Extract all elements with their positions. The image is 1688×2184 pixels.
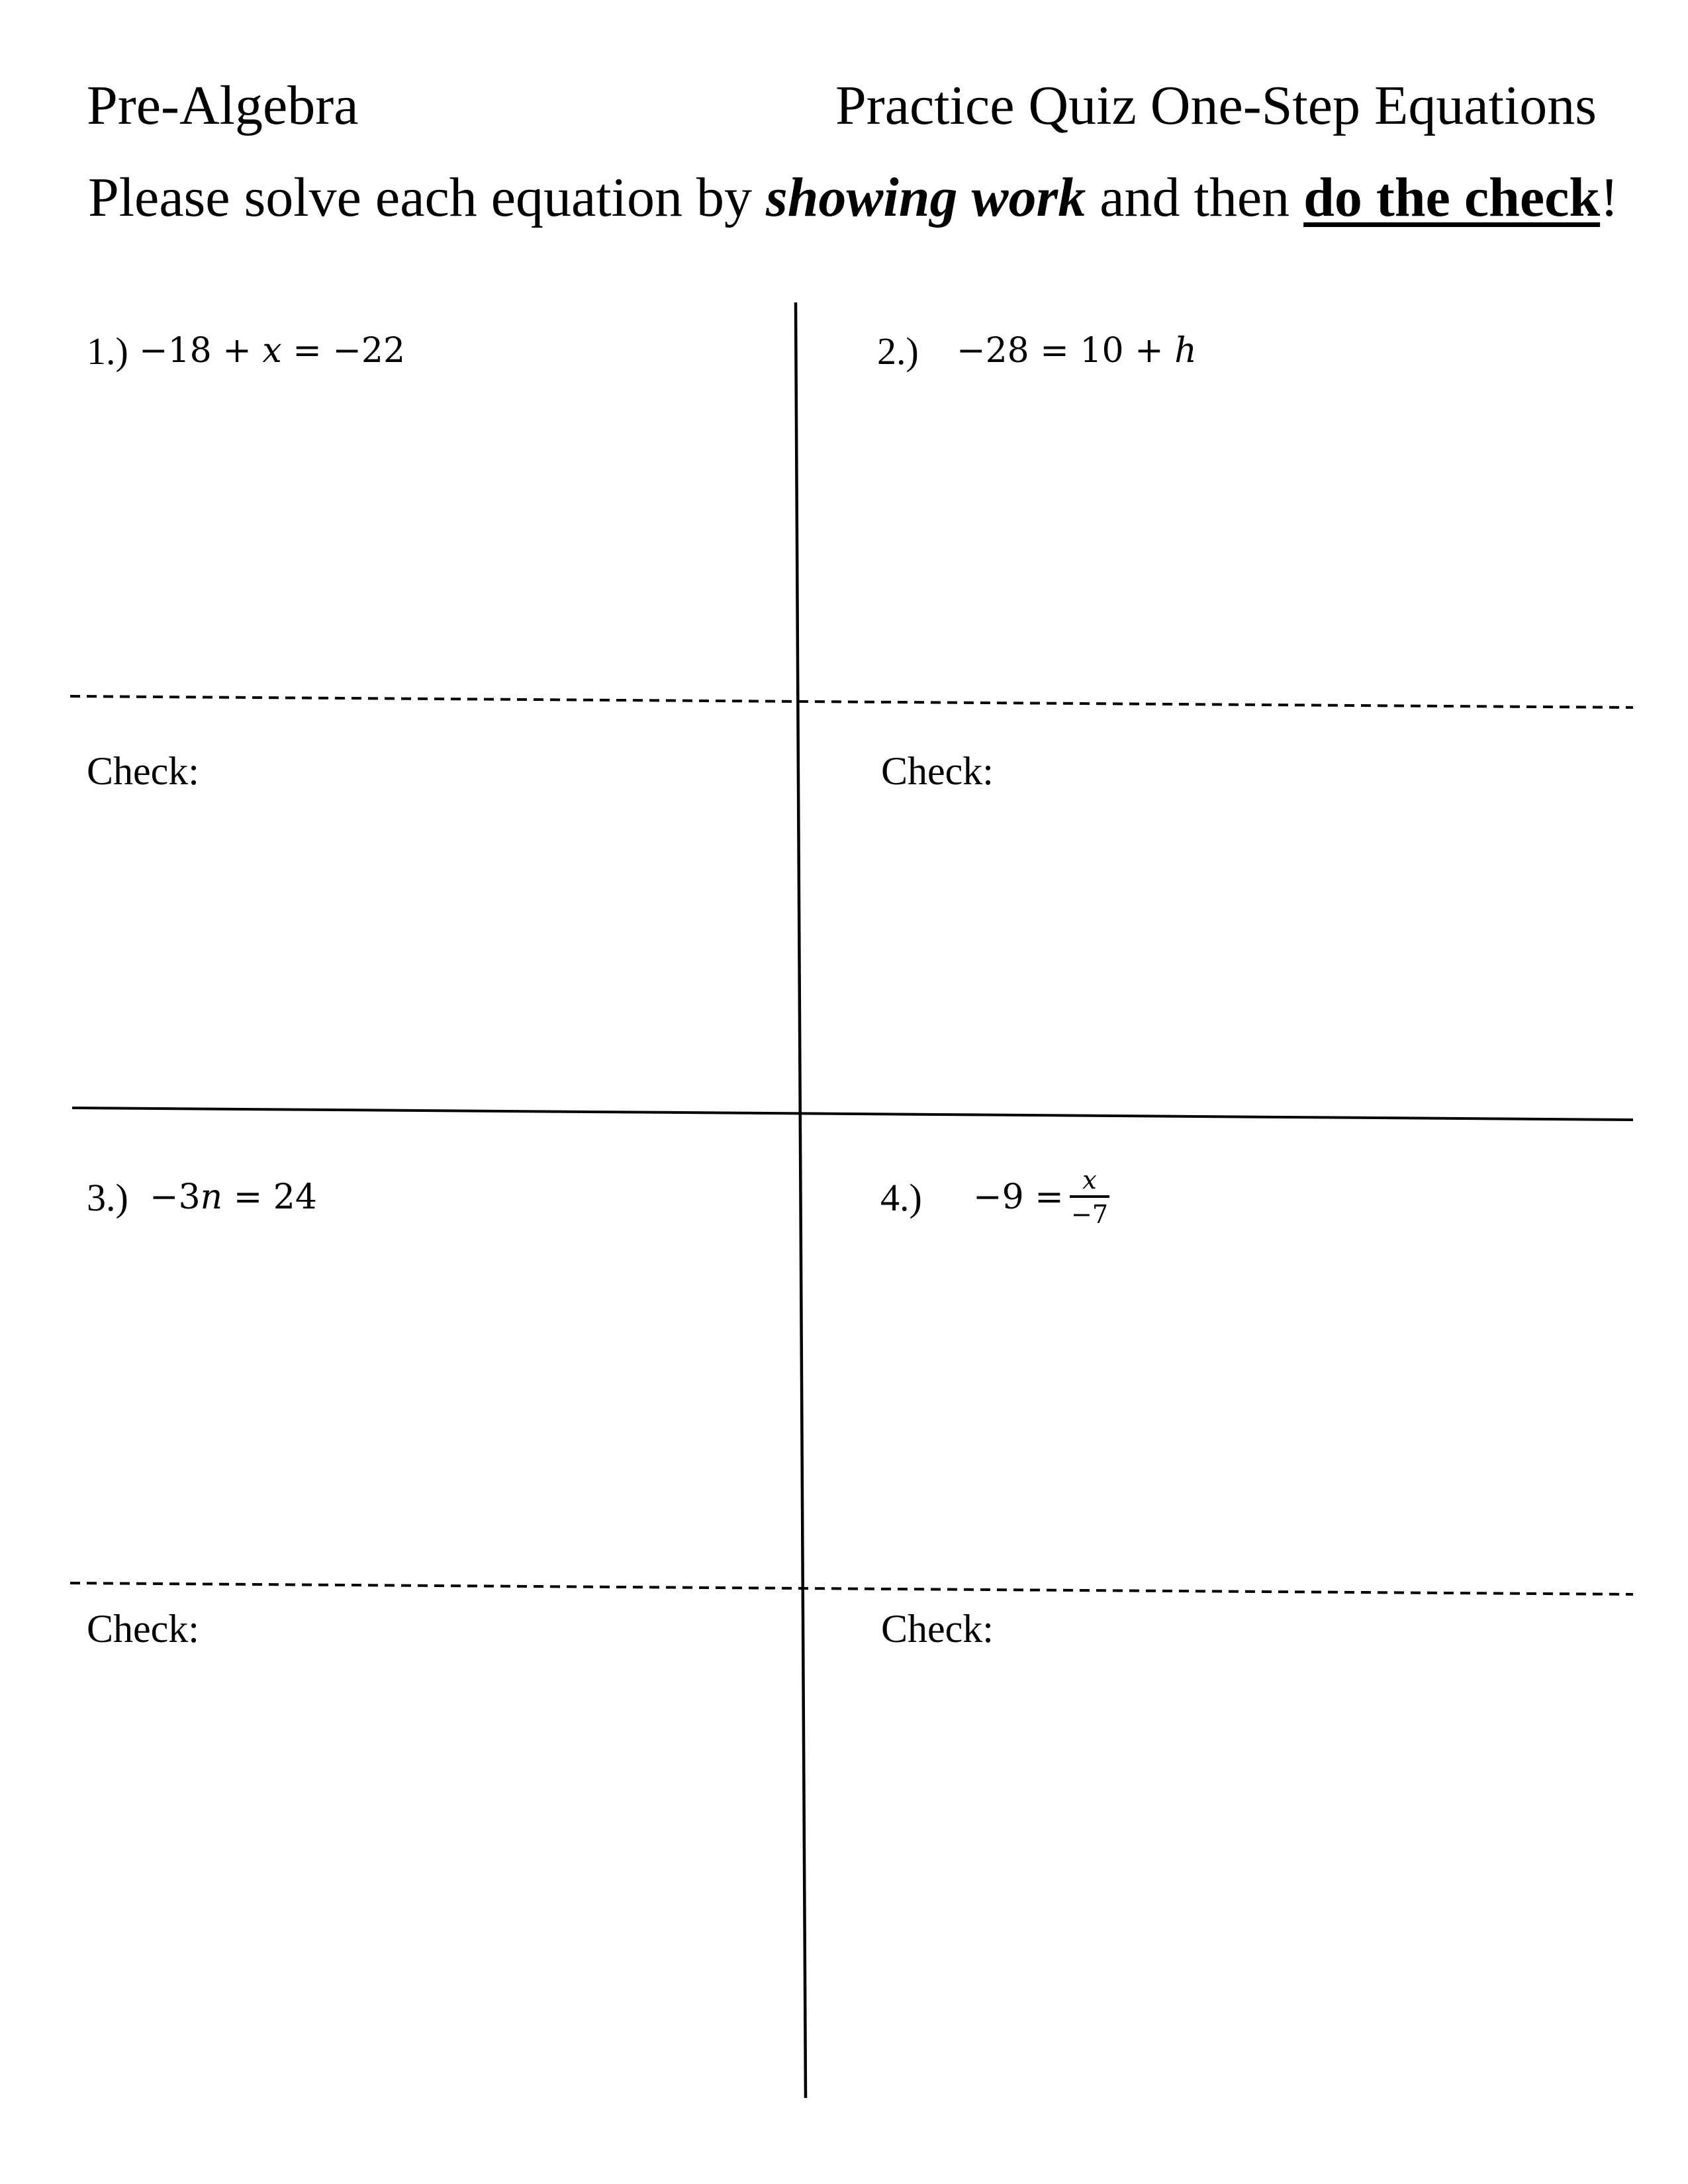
check-label: Check: [87,749,199,793]
problem-equation [957,331,1197,371]
instructions-strong: do the check [1303,167,1601,228]
check-label: Check: [87,1607,199,1651]
instructions-text-1: Please solve each equation by [88,167,766,228]
instructions-text-2: and then [1086,167,1304,228]
dashed-divider-top [70,696,1633,707]
problem-number: 3.) [87,1176,128,1219]
horizontal-divider [72,1108,1633,1120]
problem-number: 4.) [880,1176,922,1219]
eq-coefficient: −3 [150,1177,201,1217]
instructions-text-3: ! [1600,167,1619,228]
eq-variable: h [1174,331,1197,371]
quiz-title: Practice Quiz One-Step Equations [835,75,1597,136]
check-label: Check: [881,749,994,793]
problem-number: 1.) [87,330,128,373]
problem-equation [973,1177,1064,1217]
eq-equals: = [293,331,322,371]
eq-equals: = [233,1177,263,1217]
vertical-divider [796,302,806,2098]
eq-term: 10 [1080,331,1124,371]
eq-variable: x [262,331,282,371]
fraction-numerator: x [1082,1165,1097,1195]
problem-equation [150,1177,317,1217]
course-name: Pre-Algebra [87,75,359,136]
eq-operator: + [222,331,252,371]
eq-equals: = [1035,1177,1064,1217]
fraction [1070,1167,1109,1227]
eq-term: 24 [273,1177,317,1217]
eq-term: −9 [973,1177,1024,1217]
fraction-bar [1070,1195,1109,1198]
problem-equation [139,331,406,371]
eq-operator: + [1135,331,1164,371]
check-label: Check: [881,1607,994,1651]
dashed-divider-bottom [70,1583,1633,1594]
eq-equals: = [1040,331,1069,371]
instructions [88,167,1619,228]
fraction-denominator: −7 [1070,1200,1109,1229]
eq-term: −28 [957,331,1029,371]
instructions-emphasis: showing work [766,167,1086,228]
eq-term: −22 [332,331,406,371]
eq-term: −18 [139,331,212,371]
problem-number: 2.) [877,330,919,373]
eq-variable: n [200,1177,223,1217]
